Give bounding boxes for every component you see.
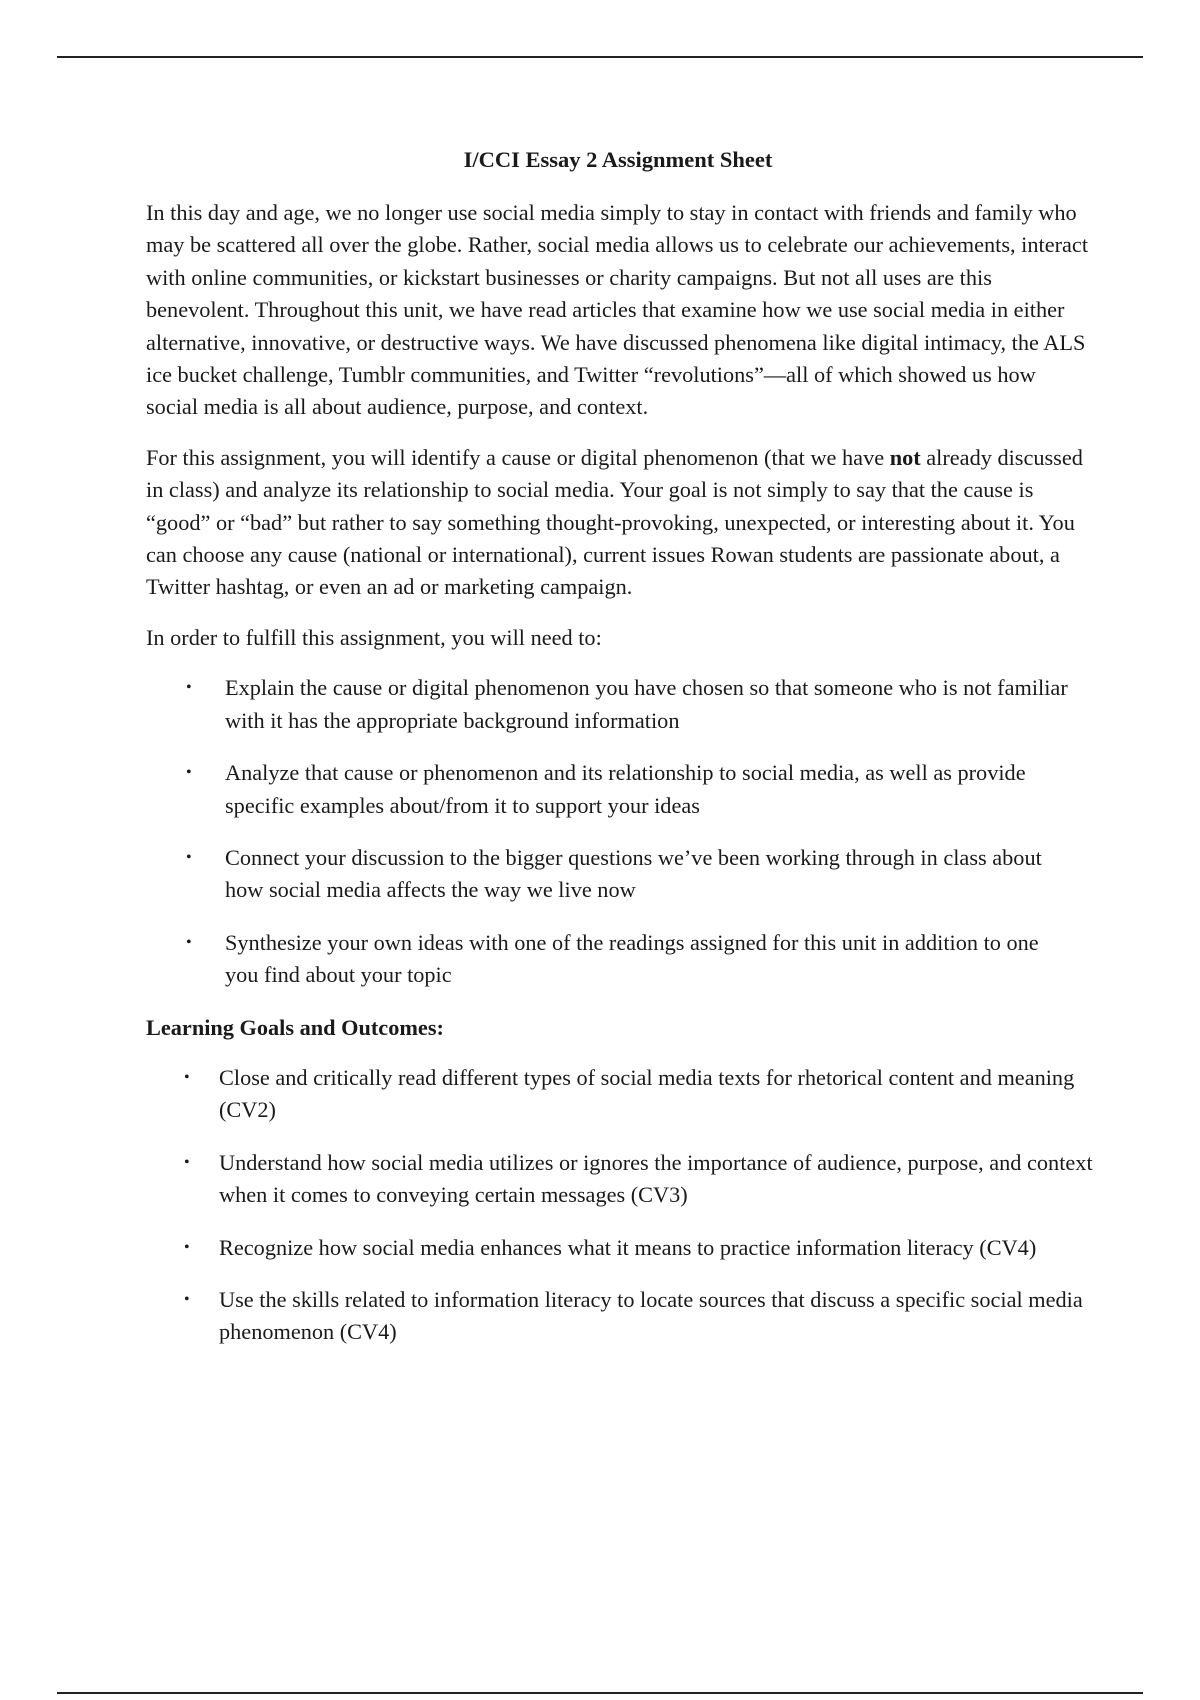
- intro-paragraph: In this day and age, we no longer use social media simply to stay in contact with friends and family who may be scattered all over the globe. Rather, social media allows us to celebrate our achievements, interact with online communities, or kickstart businesses or charity campaigns. But not all uses are this benevolent. Throughout this unit, we have read articles that examine how we use social media in either alternative, innovative, or destructive ways. We have discussed phenomena like digital intimacy, the ALS ice bucket challenge, Tumblr communities, and Twitter “revolutions”—all of which showed us how social media is all about audience, purpose, and context.: [146, 200, 1089, 420]
- requirement-text: Explain the cause or digital phenomenon you have chosen so that someone who is not familiar with it has the appropriate background information: [225, 675, 1068, 733]
- goal-text: Recognize how social media enhances what it means to practice information literacy (CV4): [219, 1234, 1037, 1260]
- bullet-icon: •: [186, 848, 192, 866]
- page-title: I/CCI Essay 2 Assignment Sheet: [463, 147, 773, 172]
- list-item: [146, 672, 1090, 737]
- list-item: [146, 927, 1090, 992]
- requirement-text: Connect your discussion to the bigger questions we’ve been working through in class about how social media affects the way we live now: [225, 844, 1042, 903]
- goals-heading: Learning Goals and Outcomes:: [146, 1014, 444, 1040]
- list-item: [146, 1147, 1093, 1212]
- goal-text: Understand how social media utilizes or ignores the importance of audience, purpose, and context when it comes to conveying certain messages (CV3): [219, 1149, 1093, 1208]
- bullet-icon: •: [186, 933, 192, 951]
- requirements-list: [146, 672, 1090, 991]
- list-item: [146, 842, 1090, 907]
- bullet-icon: •: [184, 1290, 190, 1308]
- bottom-horizontal-rule: [57, 1692, 1143, 1694]
- assignment-text-start: For this assignment, you will identify a cause or digital phenomenon (that we have: [146, 444, 890, 470]
- assignment-text-end: already discussed in class) and analyze its relationship to social media. Your goal is not simply to say that the cause is “good” or “bad” but rather to say something thought-provoking, unexpected, or interesting about it. You can choose any cause (national or international), current issues Rowan students are passionate about, a Twitter hashtag, or even an ad or marketing campaign.: [146, 444, 1083, 600]
- requirements-intro: In order to fulfill this assignment, you will need to:: [146, 624, 602, 650]
- goal-text: Close and critically read different types of social media texts for rhetorical content and meaning (CV2): [219, 1064, 1075, 1123]
- list-item: [146, 1232, 1090, 1264]
- goals-list: [146, 1062, 1093, 1349]
- top-horizontal-rule: [57, 56, 1143, 58]
- bullet-icon: •: [186, 679, 192, 697]
- bullet-icon: •: [184, 1153, 190, 1171]
- bullet-icon: •: [184, 1238, 190, 1256]
- list-item: [146, 757, 1090, 822]
- requirement-text: Synthesize your own ideas with one of the readings assigned for this unit in addition to one you find about your topic: [225, 929, 1039, 988]
- document-page: [146, 145, 1093, 1369]
- assignment-paragraph: [146, 442, 1090, 604]
- assignment-text-bold: not: [889, 444, 921, 470]
- requirement-text: Analyze that cause or phenomenon and its relationship to social media, as well as provide specific examples about/from it to support your ideas: [225, 760, 1026, 818]
- bullet-icon: •: [186, 764, 192, 782]
- goal-text: Use the skills related to information literacy to locate sources that discuss a specific social media phenomenon (CV4): [219, 1286, 1083, 1345]
- bullet-icon: •: [184, 1068, 190, 1086]
- list-item: [146, 1062, 1090, 1127]
- list-item: [146, 1284, 1090, 1349]
